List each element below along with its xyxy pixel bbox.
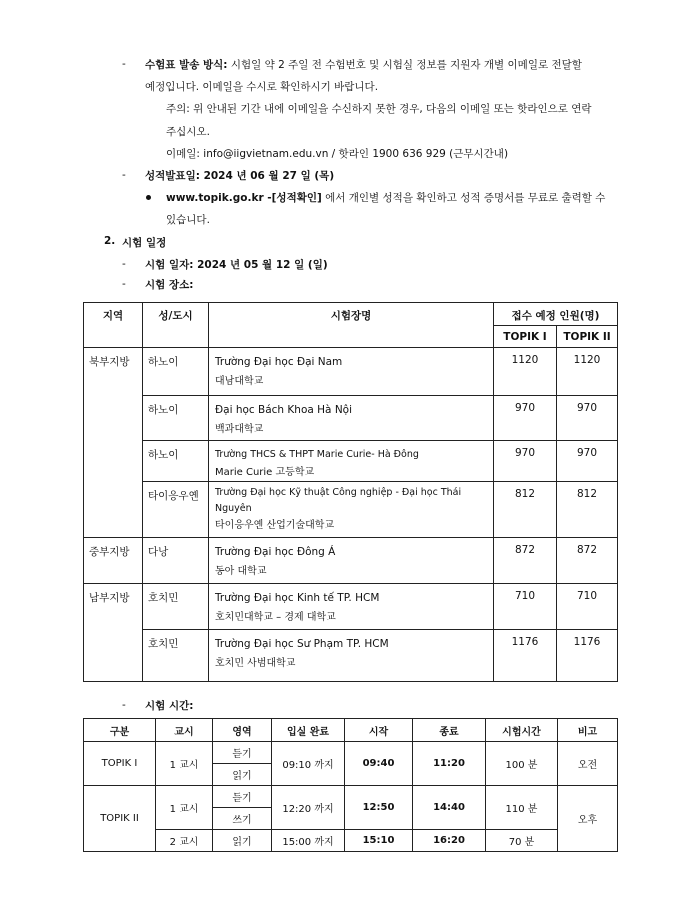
duration-cell: 110 분 [486,786,558,830]
city-cell: 하노이 [143,396,209,441]
venue-name-vi: Trường Đại học Đại Nam [215,356,343,368]
city-cell: 하노이 [143,348,209,396]
header-region: 지역 [84,303,143,348]
table-row [84,482,618,538]
period-cell: 1 교시 [156,742,213,786]
duration-cell: 100 분 [486,742,558,786]
city-cell: 호치민 [143,630,209,682]
venue-name-cell [209,396,494,441]
area-cell: 듣기 [213,786,272,808]
venue-label: 시험 장소: [145,279,194,291]
section-number: 2. [104,235,116,247]
notice-note-1: 주의: 위 안내된 기간 내에 이메일을 수신하지 못한 경우, 다음의 이메일 또는 핫라인으로 연락 [166,103,592,115]
venue-name-vi: Trường Đại học Sư Phạm TP. HCM [215,638,389,650]
table-row [84,786,618,808]
city-cell: 하노이 [143,441,209,482]
table-row [84,538,618,584]
section-title: 시험 일정 [122,237,167,249]
note-cell: 오전 [558,742,618,786]
topik1-count: 1120 [494,348,557,396]
results-bullet-text-2: 있습니다. [166,214,210,226]
topik2-count: 710 [557,584,618,630]
city-cell: 다낭 [143,538,209,584]
topik2-count: 970 [557,396,618,441]
venue-name-cell [209,538,494,584]
topik-site-link[interactable]: www.topik.go.kr -[성적확인] [166,192,322,204]
header-entry: 입실 완료 [272,719,345,742]
entry-cell: 09:10 까지 [272,742,345,786]
notice-note-2: 주십시오. [166,126,210,138]
bullet-icon [146,195,151,200]
topik2-count: 1120 [557,348,618,396]
list-dash: - [122,699,126,711]
table-row [84,830,618,852]
table-row [84,348,618,396]
time-table [83,718,618,852]
table-row [84,441,618,482]
area-cell: 읽기 [213,830,272,852]
venue-name-ko: 백과대학교 [215,424,264,435]
start-cell: 09:40 [345,742,413,786]
topik1-count: 872 [494,538,557,584]
table-row [84,584,618,630]
header-end: 종료 [413,719,486,742]
period-cell: 1 교시 [156,786,213,830]
notice-line-1 [145,57,582,72]
entry-cell: 15:00 까지 [272,830,345,852]
results-bullet-text-1: 에서 개인별 성적을 확인하고 성적 증명서를 무료로 출력할 수 [321,192,606,204]
header-note: 비고 [558,719,618,742]
city-cell: 호치민 [143,584,209,630]
venue-name-cell [209,584,494,630]
period-cell: 2 교시 [156,830,213,852]
notice-text-2: 예정입니다. 이메일을 수시로 확인하시기 바랍니다. [145,81,379,93]
area-cell: 듣기 [213,742,272,764]
venue-name-ko: 대남대학교 [215,376,264,387]
header-capacity: 접수 예정 인원(명) [494,303,618,326]
topik2-count: 812 [557,482,618,538]
venue-name-ko: 호치민대학교 – 경제 대학교 [215,612,336,623]
venue-name-cell [209,482,494,538]
venue-name-vi: Trường Đại học Đông Á [215,546,336,558]
header-duration: 시험시간 [486,719,558,742]
end-cell: 16:20 [413,830,486,852]
table-row [84,742,618,764]
note-cell: 오후 [558,786,618,852]
level-cell: TOPIK I [84,742,156,786]
notice-contact: 이메일: info@iigvietnam.edu.vn / 핫라인 1900 636 929 (근무시간내) [166,148,509,160]
topik1-count: 710 [494,584,557,630]
region-cell: 남부지방 [84,584,143,682]
topik1-count: 812 [494,482,557,538]
venue-table [83,302,618,682]
topik2-count: 970 [557,441,618,482]
header-division: 구분 [84,719,156,742]
region-cell: 북부지방 [84,348,143,538]
topik1-count: 970 [494,396,557,441]
start-cell: 15:10 [345,830,413,852]
venue-name-ko: 타이응우옌 산업기술대학교 [215,520,335,531]
topik2-count: 1176 [557,630,618,682]
table-row [84,630,618,682]
header-area: 영역 [213,719,272,742]
area-cell: 쓰기 [213,808,272,830]
header-venue: 시험장명 [209,303,494,348]
list-dash: - [122,278,126,290]
time-label: 시험 시간: [145,700,194,712]
header-period: 교시 [156,719,213,742]
venue-name-vi: Trường Đại học Kỹ thuật Công nghiệp - Đại học Thái Nguyên [215,487,462,514]
end-cell: 11:20 [413,742,486,786]
venue-name-vi: Trường Đại học Kinh tế TP. HCM [215,592,380,604]
header-city: 성/도시 [143,303,209,348]
start-cell: 12:50 [345,786,413,830]
results-date: 성적발표일: 2024 년 06 월 27 일 (목) [145,170,335,182]
venue-name-ko: 동아 대학교 [215,566,267,577]
list-dash: - [122,258,126,270]
venue-name-cell [209,441,494,482]
topik2-count: 872 [557,538,618,584]
venue-name-ko: 호치민 사범대학교 [215,658,296,669]
duration-cell: 70 분 [486,830,558,852]
end-cell: 14:40 [413,786,486,830]
level-cell: TOPIK II [84,786,156,852]
table-row [84,396,618,441]
topik1-count: 970 [494,441,557,482]
entry-cell: 12:20 까지 [272,786,345,830]
list-dash: - [122,58,126,70]
results-bullet-line-1 [166,190,605,205]
region-cell: 중부지방 [84,538,143,584]
city-cell: 타이응우옌 [143,482,209,538]
venue-name-vi: Trường THCS & THPT Marie Curie- Hà Đông [215,449,419,460]
header-topik1: TOPIK I [494,326,557,348]
venue-name-vi: Đại học Bách Khoa Hà Nội [215,404,353,416]
topik1-count: 1176 [494,630,557,682]
venue-name-cell [209,630,494,682]
list-dash: - [122,169,126,181]
notice-text-1: 시험일 약 2 주일 전 수험번호 및 시험실 정보를 지원자 개별 이메일로 전달할 [227,59,582,71]
header-topik2: TOPIK II [557,326,618,348]
exam-date: 시험 일자: 2024 년 05 월 12 일 (일) [145,259,328,271]
notice-label: 수험표 발송 방식: [145,59,228,71]
header-start: 시작 [345,719,413,742]
venue-name-cell [209,348,494,396]
venue-name-ko: Marie Curie 고등학교 [215,467,315,478]
area-cell: 읽기 [213,764,272,786]
